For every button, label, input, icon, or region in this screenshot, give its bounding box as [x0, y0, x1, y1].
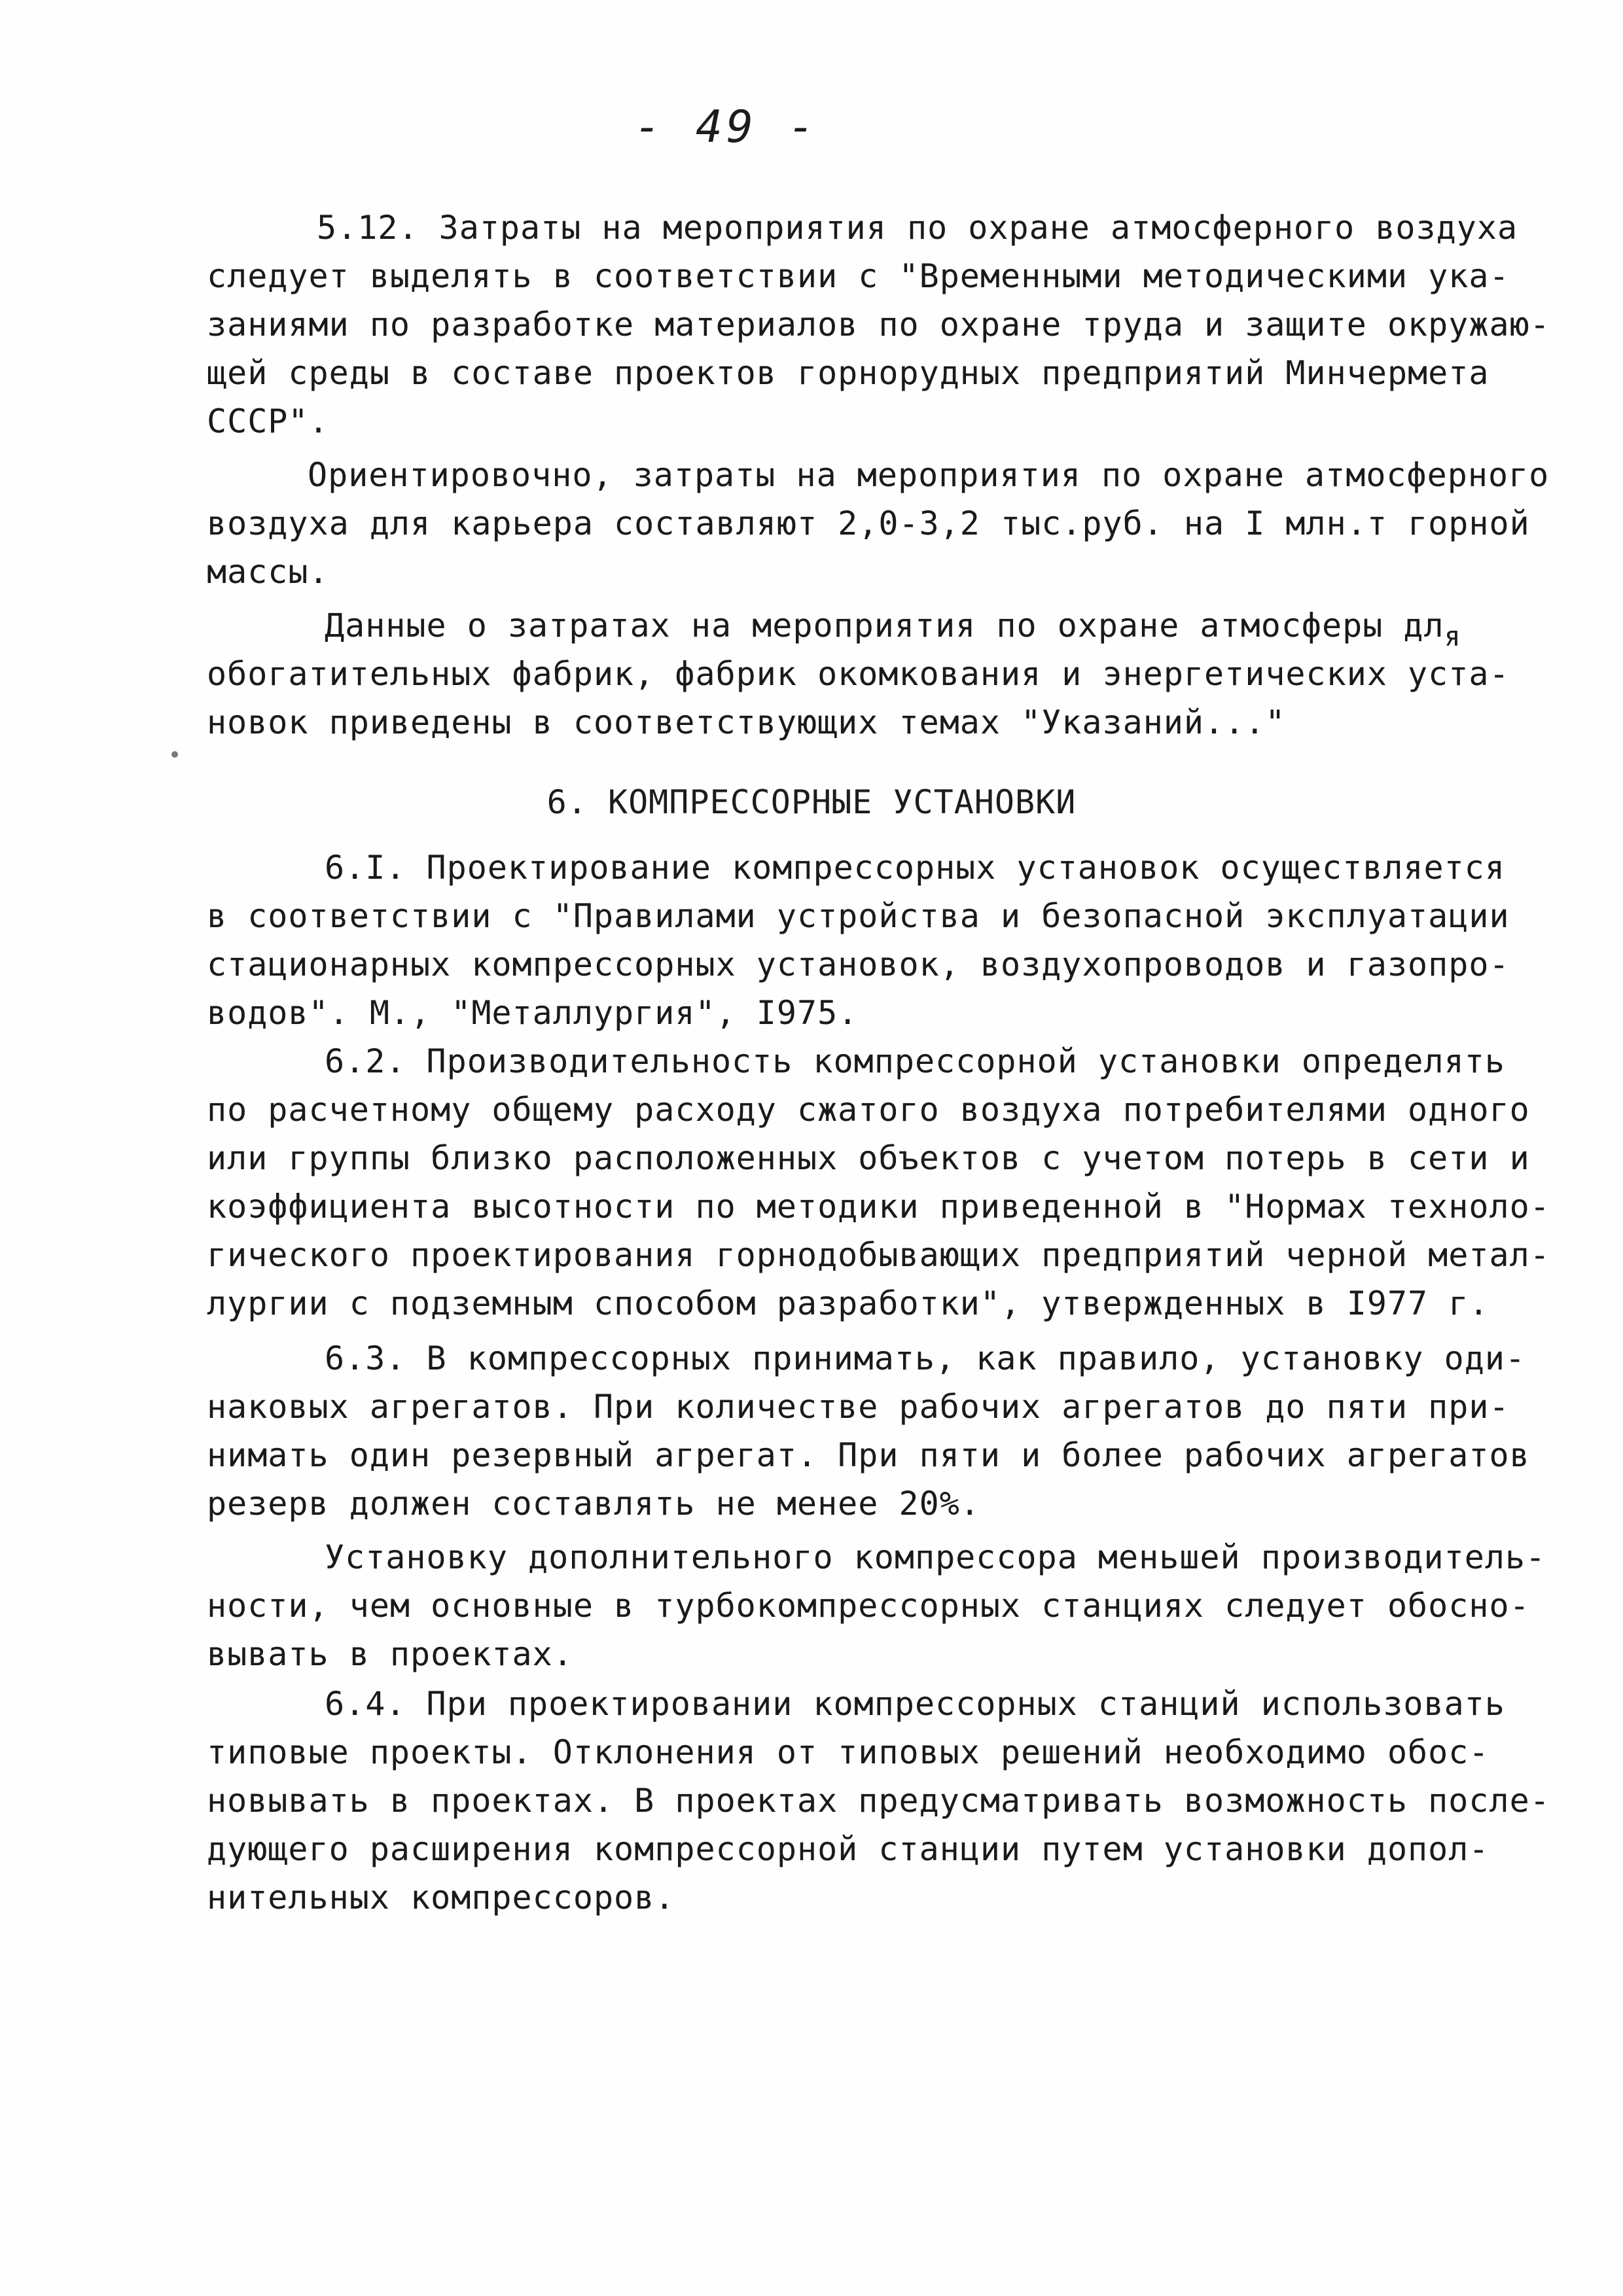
- text-line: резерв должен составлять не менее 20%.: [207, 1485, 980, 1523]
- text-line: СССР".: [207, 402, 329, 440]
- section-heading: 6. КОМПРЕССОРНЫЕ УСТАНОВКИ: [546, 783, 1077, 821]
- text-line: вывать в проектах.: [207, 1635, 573, 1673]
- text-line: 6.4. При проектировании компрессорных станций использовать: [325, 1685, 1505, 1723]
- text-line: 6.2. Производительность компрессорной установки определять: [325, 1042, 1505, 1080]
- text-line: заниями по разработке материалов по охране труда и защите окружаю-: [207, 306, 1550, 344]
- text-line: в соответствии с "Правилами устройства и безопасной эксплуатации: [207, 897, 1510, 935]
- text-line: новывать в проектах. В проектах предусматривать возможность после-: [207, 1782, 1550, 1820]
- text-line: по расчетному общему расходу сжатого воздуха потребителями одного: [207, 1091, 1530, 1129]
- text-line: Ориентировочно, затраты на мероприятия по охране атмосферного: [308, 456, 1550, 494]
- text-line: 6.3. В компрессорных принимать, как правило, установку оди-: [325, 1339, 1526, 1377]
- text-line: обогатительных фабрик, фабрик окомкования и энергетических уста-: [207, 655, 1510, 693]
- text-line: новок приведены в соответствующих темах "Указаний...": [207, 703, 1286, 741]
- text-line: нительных компрессоров.: [207, 1879, 675, 1916]
- text-line: [325, 606, 1461, 652]
- text-line: Установку дополнительного компрессора меньшей производитель-: [325, 1538, 1546, 1576]
- text-line: воздуха для карьера составляют 2,0-3,2 тыс.руб. на I млн.т горной: [207, 504, 1530, 542]
- text-line: следует выделять в соответствии с "Временными методическими ука-: [207, 257, 1510, 295]
- text-line: коэффициента высотности по методики приведенной в "Нормах техноло-: [207, 1188, 1550, 1226]
- text-line: водов". М., "Металлургия", I975.: [207, 994, 859, 1032]
- subscript-letter: я: [1444, 620, 1461, 652]
- text-line: или группы близко расположенных объектов с учетом потерь в сети и: [207, 1139, 1530, 1177]
- text-line: щей среды в составе проектов горнорудных предприятий Минчермета: [207, 354, 1489, 392]
- text-line: массы.: [207, 553, 329, 591]
- page-number: - 49 -: [634, 101, 819, 153]
- text-fragment: Данные о затратах на мероприятия по охране атмосферы дл: [325, 607, 1444, 645]
- text-line: ности, чем основные в турбокомпрессорных станциях следует обосно-: [207, 1587, 1530, 1625]
- text-line: стационарных компрессорных установок, воздухопроводов и газопро-: [207, 945, 1510, 983]
- scan-speck: [171, 751, 178, 758]
- text-line: лургии с подземным способом разработки", утвержденных в I977 г.: [207, 1284, 1489, 1322]
- text-line: нимать один резервный агрегат. При пяти и более рабочих агрегатов: [207, 1436, 1530, 1474]
- text-line: 6.I. Проектирование компрессорных установок осуществляется: [325, 849, 1505, 887]
- text-line: дующего расширения компрессорной станции путем установки допол-: [207, 1830, 1489, 1868]
- text-line: гического проектирования горнодобывающих предприятий черной метал-: [207, 1236, 1550, 1274]
- text-line: наковых агрегатов. При количестве рабочих агрегатов до пяти при-: [207, 1388, 1510, 1426]
- text-line: 5.12. Затраты на мероприятия по охране атмосферного воздуха: [317, 209, 1518, 247]
- text-line: типовые проекты. Отклонения от типовых решений необходимо обос-: [207, 1733, 1489, 1771]
